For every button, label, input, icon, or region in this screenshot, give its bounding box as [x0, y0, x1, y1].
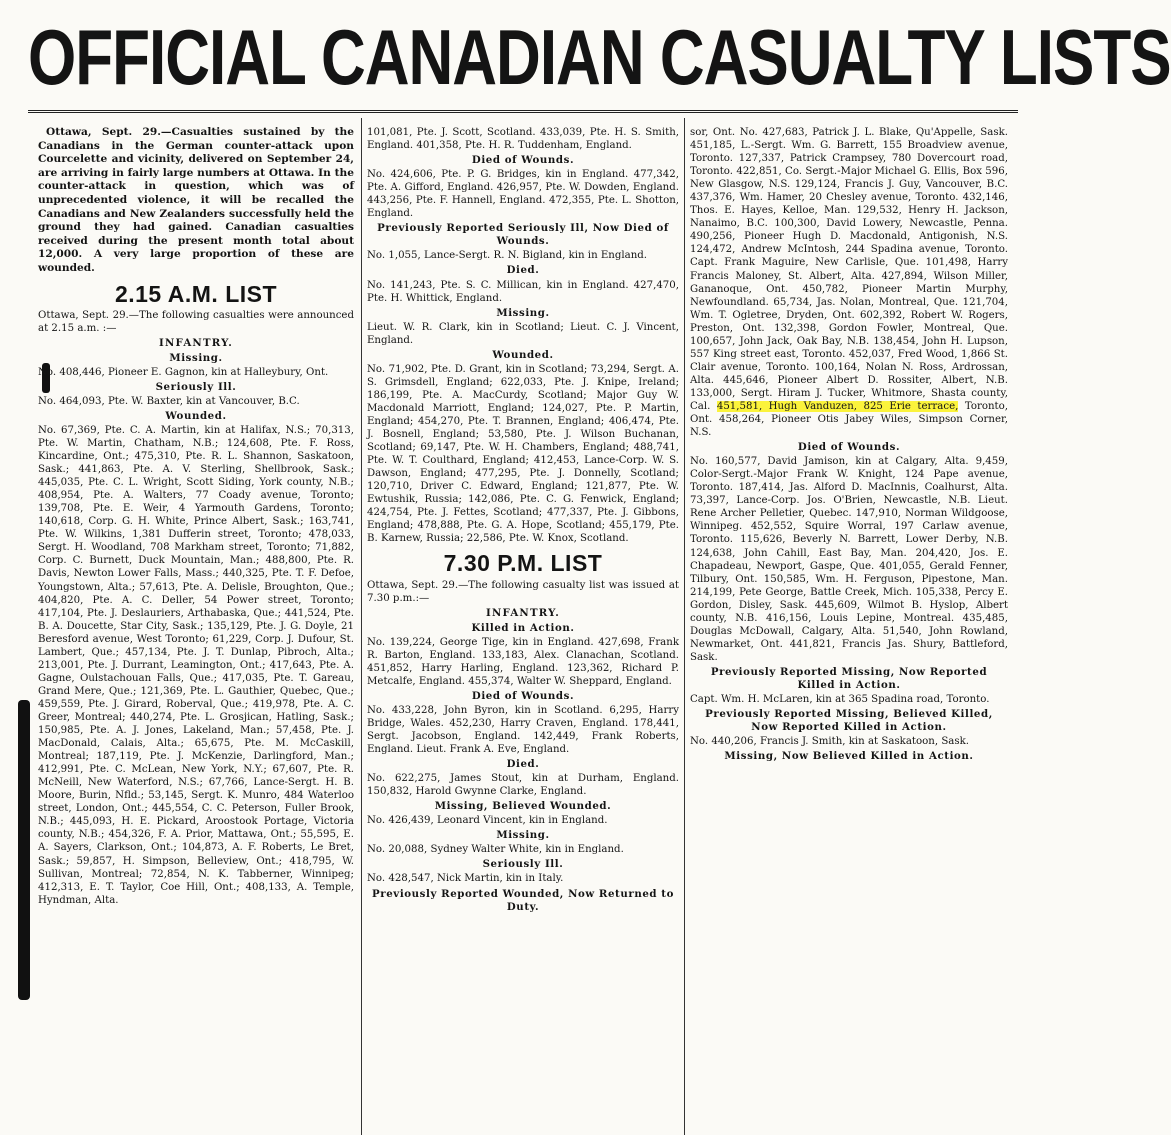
casualty-entry: No. 426,439, Leonard Vincent, kin in England. [367, 815, 608, 827]
list-intro: Ottawa, Sept. 29.—The following casualty list was issued at 7.30 p.m.:— [367, 579, 679, 604]
list-intro: Ottawa, Sept. 29.—The following casualties were announced at 2.15 a.m. :— [38, 309, 354, 334]
casualty-entry: No. 433,228, John Byron, kin in Scotland. 6,295, Harry Bridge, Wales. 452,230, Harry Craven, England. 178,441, Sergt. Jacobson, England. 142,449, Frank Roberts, England. Lieut. Frank A. Eve, England. [367, 704, 679, 756]
column-divider [361, 118, 362, 1135]
section-heading: Previously Reported Missing, Believed Killed, Now Reported Killed in Action. [705, 708, 993, 734]
section-heading: Wounded. [165, 409, 227, 422]
section-heading: INFANTRY. [486, 606, 560, 619]
section-heading: INFANTRY. [159, 336, 233, 349]
casualty-entry: No. 428,547, Nick Martin, kin in Italy. [367, 873, 564, 885]
list-title-730pm: 7.30 P.M. LIST [443, 550, 603, 577]
section-heading: Previously Reported Seriously Ill, Now Died of Wounds. [377, 222, 669, 248]
section-heading: Died of Wounds. [471, 154, 575, 167]
casualty-entry: No. 160,577, David Jamison, kin at Calgary, Alta. 9,459, Color-Sergt.-Major Frank W. Knight, 124 Pape avenue, Toronto. 187,414, Jas. Alford D. MacInnis, Coalhurst, Alta. 73,397, Lance-Corp. Jos. O'Brien, Newcastle, N.B. Lieut. Rene Archer Pelletier, Quebec. 147,910, Norman Wildgoose, Winnipeg. 452,552, Squire Worral, 197 Carlaw avenue, Toronto. 115,626, Beverly N. Barrett, Lower Derby, N.B. 124,638, John Cahill, East Bay, Man. 204,420, Jos. E. Chapadeau, Newport, Gaspe, Que. 401,055, Gerald Fenner, Tilbury, Ont. 150,585, Wm. H. Ferguson, Pipestone, Man. 214,199, Pete George, Battle Creek, Mich. 105,338, Percy E. Gordon, Disley, Sask. 445,609, Wilmot B. Hyslop, Albert county, N.B. 416,156, Louis Lepine, Montreal. 435,485, Douglas McDowall, Calgary, Alta. 51,540, John Rowland, Newmarket, Ont. 441,821, Francis Jas. Shury, Battleford, Sask. [690, 456, 1008, 663]
section-heading: Wounded. [492, 348, 554, 361]
section-heading: Died. [506, 758, 540, 771]
section-heading: Died. [506, 264, 540, 277]
casualty-entry: No. 67,369, Pte. C. A. Martin, kin at Halifax, N.S.; 70,313, Pte. W. Martin, Chatham, N.B.; 124,608, Pte. F. Ross, Kincardine, Ont.; 475,310, Pte. R. L. Shannon, Saskatoon, Sask.; 441,863, Pte. A. V. Sterling, Shellbrook, Sask.; 445,035, Pte. C. L. Wright, Scott Siding, York county, N.B.; 408,954, Pte. A. Walters, 77 Coady avenue, Toronto; 139,708, Pte. E. Weir, 4 Yarmouth Gardens, Toronto; 140,618, Corp. G. H. White, Prince Albert, Sask.; 163,741, Pte. W. Wilkins, 1,381 Dufferin street, Toronto; 478,033, Sergt. H. Woodland, 708 Markham street, Toronto; 71,882, Corp. C. Burnett, Duck Mountain, Man.; 488,800, Pte. R. Davis, Newton Lower Falls, Mass.; 440,325, Pte. T. F. Defoe, Youngstown, Alta.; 57,613, Pte. A. Delisle, Broughton, Que.; 404,820, Pte. A. C. Deller, 54 Power street, Toronto; 417,104, Pte. J. Deslauriers, Arthabaska, Que.; 441,524, Pte. B. A. Doucette, Star City, Sask.; 135,129, Pte. J. G. Doyle, 21 Beresford avenue, West Toronto; 61,229, Corp. J. Dufour, St. Lambert, Que.; 457,134, Pte. J. T. Dunlap, Pibroch, Alta.; 213,001, Pte. J. Durrant, Leamington, Ont.; 417,643, Pte. A. Gagne, Oulstachouan Falls, Que.; 417,035, Pte. T. Gareau, Grand Mere, Que.; 121,369, Pte. L. Gauthier, Quebec, Que.; 459,559, Pte. J. Girard, Roberval, Que.; 419,978, Pte. A. C. Greer, Montreal; 440,274, Pte. L. Grosjican, Hatling, Sask.; 150,985, Pte. A. J. Jones, Lakeland, Man.; 57,458, Pte. J. MacDonald, Calais, Alta.; 65,675, Pte. M. McCaskill, Montreal; 187,119, Pte. J. McKenzie, Darlingford, Man.; 412,991, Pte. C. McLean, New York, N.Y.; 67,607, Pte. R. McNeill, New Waterford, N.S.; 67,766, Lance-Sergt. H. B. Moore, Burin, Nfld.; 53,145, Sergt. K. Munro, 484 Waterloo street, London, Ont.; 445,554, C. C. Peterson, Fuller Brook, N.B.; 445,093, H. E. Pickard, Aroostook Portage, Victoria county, N.B.; 454,326, F. A. Prior, Mattawa, Ont.; 55,595, E. A. Sayers, Clarkson, Ont.; 104,873, A. F. Roberts, Le Bret, Sask.; 59,857, H. Simpson, Belleview, Ont.; 418,795, W. Sullivan, Montreal; 72,854, N. K. Tabberner, Winnipeg; 412,313, E. T. Taylor, Coe Hill, Ont.; 408,133, A. Temple, Hyndman, Alta. [38, 424, 354, 906]
casualty-entry: No. 424,606, Pte. P. G. Bridges, kin in England. 477,342, Pte. A. Gifford, England. 426,957, Pte. W. Dowden, England. 443,256, Pte. F. Hannell, England. 472,355, Pte. L. Shotton, England. [367, 169, 679, 220]
column-3 [690, 126, 1008, 1135]
column-divider [684, 118, 685, 1135]
ink-blot [18, 700, 30, 1000]
casualty-entry: No. 622,275, James Stout, kin at Durham, England. 150,832, Harold Gwynne Clarke, England. [367, 773, 679, 798]
casualty-entry [690, 126, 1008, 439]
casualty-entry: No. 408,446, Pioneer E. Gagnon, kin at Halleybury, Ont. [38, 366, 329, 378]
list-title-215am: 2.15 A.M. LIST [114, 280, 278, 307]
section-heading: Previously Reported Wounded, Now Returned to Duty. [371, 887, 674, 913]
casualty-text: Toronto, Ont. 458,264, Pioneer Otis Jabey Wiles, Simpson Corner, N.S. [690, 400, 1008, 439]
casualty-entry: 101,081, Pte. J. Scott, Scotland. 433,039, Pte. H. S. Smith, England. 401,358, Pte. H. R. Tuddenham, England. [367, 127, 679, 152]
section-heading: Missing, Now Believed Killed in Action. [724, 750, 974, 763]
casualty-entry: No. 141,243, Pte. S. C. Millican, kin in England. 427,470, Pte. H. Whittick, England. [367, 279, 679, 304]
casualty-entry: No. 139,224, George Tige, kin in England. 427,698, Frank R. Barton, England. 133,183, Alex. Clanachan, Scotland. 451,852, Harry Harling, England. 123,362, Richard P. Metcalfe, England. 455,374, Walter W. Sheppard, England. [367, 636, 679, 687]
section-heading: Seriously Ill. [482, 858, 564, 871]
page-title: OFFICIAL CANADIAN CASUALTY LISTS [28, 15, 1171, 102]
casualty-entry: No. 1,055, Lance-Sergt. R. N. Bigland, kin in England. [367, 250, 648, 262]
masthead [28, 15, 1171, 113]
casualty-text: sor, Ont. No. 427,683, Patrick J. L. Blake, Qu'Appelle, Sask. 451,185, L.-Sergt. Wm. G. Barrett, 155 Broadview avenue, Toronto. 127,337, Patrick Crampsey, 780 Dovercourt road, Toronto. 422,851, Co. Sergt.-Major Michael G. Ellis, Box 596, New Glasgow, N.S. 129,124, Francis J. Guy, Vancouver, B.C. 437,376, Wm. Hamer, 20 Chesley avenue, Toronto. 432,146, Thos. E. Hayes, Kelloe, Man. 129,532, Henry H. Jackson, Nanaimo, B.C. 100,300, David Lowery, Newcastle, Penna. 490,256, Pioneer Hugh D. Macdonald, Antigonish, N.S. 124,472, Andrew McIntosh, 244 Spadina avenue, Toronto. Capt. Frank Maguire, New Carlisle, Que. 101,498, Harry Francis Maloney, St. Albert, Alta. 427,894, Wilson Miller, Gananoque, Ont. 450,782, Pioneer Martin Murphy, Newfoundland. 65,734, Jas. Nolan, Montreal, Que. 121,704, Wm. T. Ogletree, Dryden, Ont. 602,392, Robert W. Rogers, Preston, Ont. 132,398, Gordon Fowler, Montreal, Que. 100,657, John Jack, Oak Bay, N.B. 138,454, John H. Lupson, 557 King street east, Toronto. 452,037, Fred Wood, 1,866 St. Clair avenue, Toronto. 100,164, Nolan N. Ross, Ardrossan, Alta. 445,646, Pioneer Albert D. Rossiter, Albert, N.B. 133,000, Sergt. Hiram J. Tucker, Whitmore, Shasta county, Cal. [690, 127, 1008, 412]
column-1 [38, 126, 354, 1135]
section-heading: Killed in Action. [471, 621, 575, 634]
column-2 [367, 126, 679, 1135]
casualty-entry: No. 440,206, Francis J. Smith, kin at Saskatoon, Sask. [690, 736, 970, 748]
casualty-entry: No. 464,093, Pte. W. Baxter, kin at Vancouver, B.C. [38, 395, 300, 407]
lead-paragraph: Ottawa, Sept. 29.—Casualties sustained by the Canadians in the German counter-attack upon Courcelette and vicinity, delivered on September 24, are arriving in fairly large numbers at Ottawa. In the counter-attack in question, which was of unprecedented violence, it will be recalled the Canadians and New Zealanders successfully held the ground they had gained. Canadian casualties received during the present month total about 12,000. A very large proportion of these are wounded. [38, 126, 354, 274]
section-heading: Died of Wounds. [797, 441, 901, 454]
casualty-entry: Lieut. W. R. Clark, kin in Scotland; Lieut. C. J. Vincent, England. [367, 321, 679, 346]
section-heading: Seriously Ill. [155, 380, 237, 393]
section-heading: Missing. [169, 351, 223, 364]
section-heading: Missing. [496, 829, 550, 842]
section-heading: Missing. [496, 306, 550, 319]
highlighted-entry: 451,581, Hugh Vanduzen, 825 Erie terrace, [716, 400, 959, 412]
casualty-entry: No. 71,902, Pte. D. Grant, kin in Scotland; 73,294, Sergt. A. S. Grimsdell, England; 622,033, Pte. J. Knipe, Ireland; 186,199, Pte. A. MacCurdy, Scotland; Major Guy W. Macdonald Marriott, England; 124,027, Pte. P. Martin, England; 454,270, Pte. T. Brannen, England; 406,474, Pte. J. Bosnell, England; 53,580, Pte. J. Wilson Buchanan, Scotland; 69,147, Pte. W. H. Chambers, England; 488,741, Pte. W. T. Coulthard, England; 412,453, Lance-Corp. W. S. Dawson, England; 477,295, Pte. J. Donnelly, Scotland; 120,710, Driver C. Edward, England; 121,877, Pte. W. Ewtushik, Russia; 142,086, Pte. C. G. Fenwick, England; 424,754, Pte. J. Fettes, Scotland; 477,337, Pte. J. Gibbons, England; 478,888, Pte. G. A. Hope, Scotland; 455,179, Pte. B. Karnew, Russia; 22,586, Pte. W. Knox, Scotland. [367, 363, 679, 545]
section-heading: Missing, Believed Wounded. [434, 800, 612, 813]
section-heading: Died of Wounds. [471, 689, 575, 702]
casualty-entry: No. 20,088, Sydney Walter White, kin in England. [367, 844, 624, 856]
casualty-entry: Capt. Wm. H. McLaren, kin at 365 Spadina road, Toronto. [690, 694, 990, 706]
section-heading: Previously Reported Missing, Now Reported Killed in Action. [710, 665, 988, 691]
